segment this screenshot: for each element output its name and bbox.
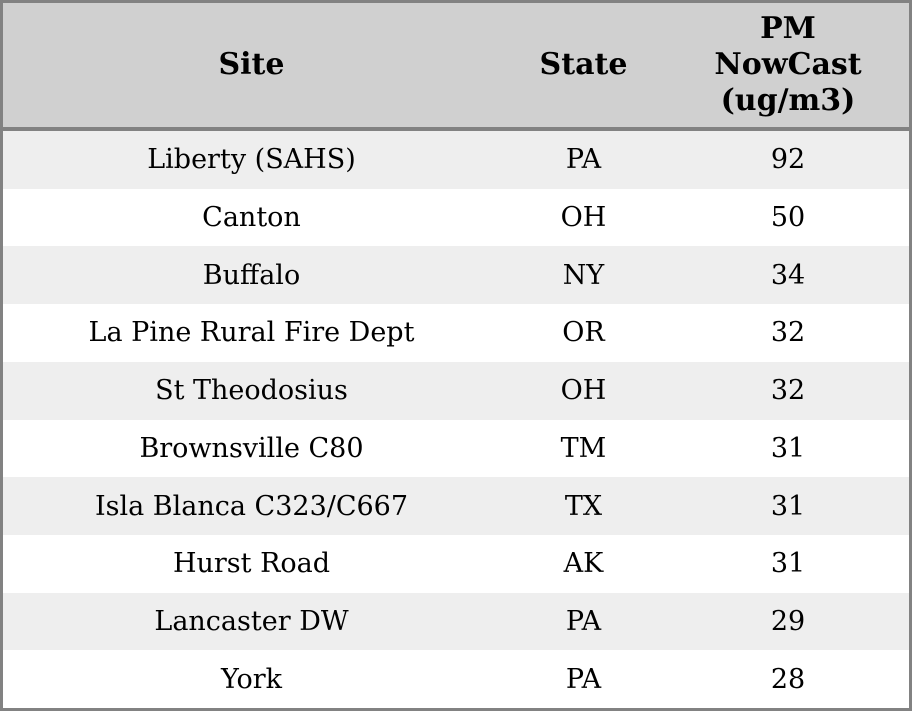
cell-pm-nowcast: 31 (770, 490, 806, 522)
cell-site: Canton (202, 202, 301, 234)
cell-pm-nowcast: 50 (770, 202, 806, 234)
table-row (3, 304, 909, 362)
cell-pm-nowcast: 92 (770, 144, 806, 176)
column-header-pm-nowcast (667, 11, 909, 119)
table-row (3, 535, 909, 593)
cell-state: PA (565, 605, 602, 637)
table-row (3, 131, 909, 189)
cell-pm-nowcast: 34 (770, 259, 806, 291)
cell-site: Hurst Road (172, 548, 331, 580)
cell-state: PA (565, 663, 602, 695)
cell-state: AK (563, 548, 604, 580)
cell-state: TX (564, 490, 603, 522)
cell-state: PA (565, 144, 602, 176)
table-row (3, 650, 909, 708)
table-body (3, 131, 909, 708)
cell-pm-nowcast: 32 (770, 375, 806, 407)
cell-state: OH (560, 202, 607, 234)
cell-pm-nowcast: 29 (770, 605, 806, 637)
column-header-site: Site (218, 47, 285, 82)
cell-pm-nowcast: 28 (770, 663, 806, 695)
cell-site: Lancaster DW (154, 605, 349, 637)
column-header-state: State (539, 47, 628, 82)
cell-site: La Pine Rural Fire Dept (88, 317, 415, 349)
table-row (3, 477, 909, 535)
cell-state: OR (562, 317, 605, 349)
table-row (3, 420, 909, 478)
cell-site: York (220, 663, 282, 695)
table-row (3, 593, 909, 651)
cell-site: Buffalo (202, 259, 301, 291)
cell-pm-nowcast: 32 (770, 317, 806, 349)
cell-site: Isla Blanca C323/C667 (94, 490, 409, 522)
cell-site: Brownsville C80 (139, 432, 364, 464)
cell-state: NY (562, 259, 605, 291)
cell-state: OH (560, 375, 607, 407)
column-header-pm-nowcast-label: PM NowCast (ug/m3) (714, 11, 862, 118)
table-row (3, 246, 909, 304)
cell-site: Liberty (SAHS) (147, 144, 356, 176)
cell-state: TM (560, 432, 607, 464)
cell-pm-nowcast: 31 (770, 432, 806, 464)
cell-site: St Theodosius (155, 375, 348, 407)
table-row (3, 189, 909, 247)
cell-pm-nowcast: 31 (770, 548, 806, 580)
table-row (3, 362, 909, 420)
table-header-row (3, 3, 909, 131)
